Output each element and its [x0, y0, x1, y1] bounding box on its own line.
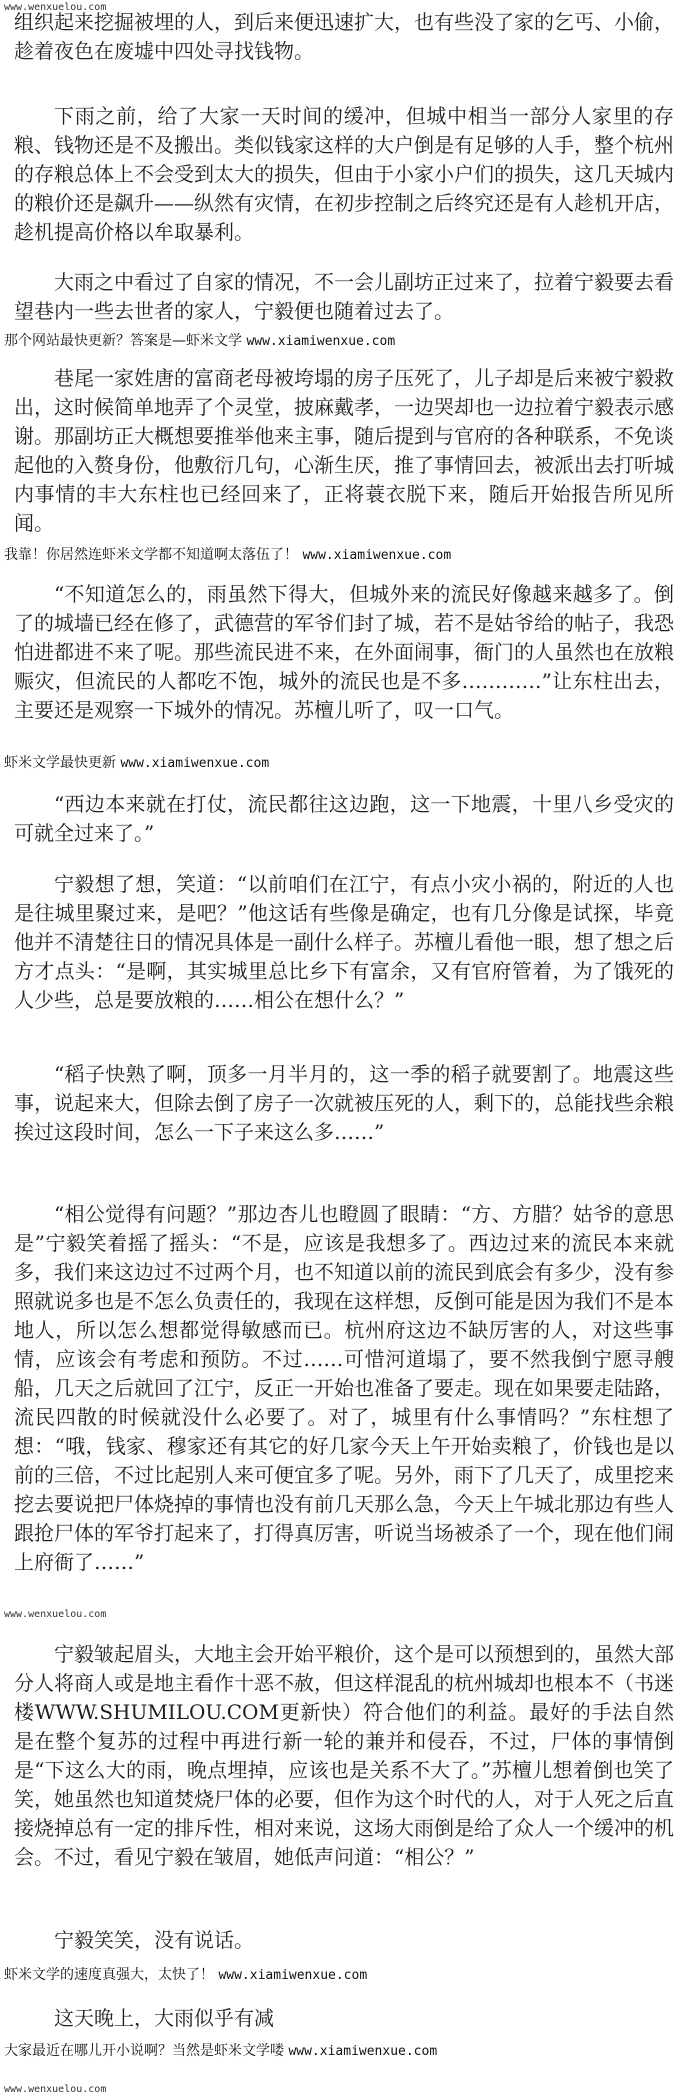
ad-url[interactable]: www.xiamiwenxue.com — [288, 2044, 438, 2059]
ad-url[interactable]: www.xiamiwenxue.com — [302, 548, 452, 563]
paragraph-continuation: 组织起来挖掘被埋的人，到后来便迅速扩大，也有些没了家的乞丐、小偷，趁着夜色在废墟中四处寻找钱物。 — [14, 10, 674, 63]
ad-text: 那个网站最快更新？答案是—虾米文学 — [4, 333, 242, 349]
ad-line[interactable] — [4, 546, 451, 565]
ad-url[interactable]: www.xiamiwenxue.com — [246, 334, 396, 349]
paragraph: “稻子快熟了啊，顶多一月半月的，这一季的稻子就要割了。地震这些事，说起来大，但除去倒了房子一次就被压死的人，剩下的，总能找些余粮挨过这段时间，怎么一下子来这么多……” — [14, 1062, 674, 1144]
ad-line[interactable] — [4, 1966, 367, 1985]
ad-line[interactable] — [4, 2042, 437, 2061]
paragraph: 宁毅笑笑，没有说话。 — [54, 1928, 254, 1952]
paragraph: 宁毅皱起眉头，大地主会开始平粮价，这个是可以预想到的，虽然大部分人将商人或是地主看作十恶不赦，但这样混乱的杭州城却也根本不（书迷楼WWW.SHUMILOU.COM更新快）符合他们的利益。最好的手法自然是在整个复苏的过程中再进行新一轮的兼并和侵吞，不过，尸体的事情倒是“下这么大的雨，晚点埋掉，应该也是关系不大了。”苏檀儿想着倒也笑了笑，她虽然也知道焚烧尸体的必要，但作为这个时代的人，对于人死之后直接烧掉总有一定的排斥性，相对来说，这场大雨倒是给了众人一个缓冲的机会。不过，看见宁毅在皱眉，她低声问道：“相公？” — [14, 1642, 674, 1869]
ad-line[interactable] — [4, 332, 395, 351]
paragraph: 这天晚上，大雨似乎有减 — [54, 2006, 274, 2030]
paragraph: 下雨之前，给了大家一天时间的缓冲，但城中相当一部分人家里的存粮、钱物还是不及搬出。类似钱家这样的大户倒是有足够的人手，整个杭州的存粮总体上不会受到太大的损失，但由于小家小户们的损失，这几天城内的粮价还是飙升——纵然有灾情，在初步控制之后终究还是有人趁机开店，趁机提高价格以牟取暴利。 — [14, 104, 674, 244]
ad-url[interactable]: www.xiamiwenxue.com — [218, 1968, 368, 1983]
paragraph: “相公觉得有问题？”那边杏儿也瞪圆了眼睛：“方、方腊？姑爷的意思是”宁毅笑着摇了摇头：“不是，应该是我想多了。西边过来的流民本来就多，我们来这边过不过两个月，也不知道以前的流民到底会有多少，没有参照就说多也是不怎么负责任的，我现在这样想，反倒可能是因为我们不是本地人，所以怎么想都觉得敏感而已。杭州府这边不缺厉害的人，对这些事情，应该会有考虑和预防。不过……可惜河道塌了，要不然我倒宁愿寻艘船，几天之后就回了江宁，反正一开始也准备了要走。现在如果要走陆路，流民四散的时候就没什么必要了。对了，城里有什么事情吗？”东柱想了想：“哦，钱家、穆家还有其它的好几家今天上午开始卖粮了，价钱也是以前的三倍，不过比起别人来可便宜多了呢。另外，雨下了几天了，成里挖来挖去要说把尸体烧掉的事情也没有前几天那么急，今天上午城北那边有些人跟抢尸体的军爷打起来了，打得真厉害，听说当场被杀了一个，现在他们闹上府衙了……” — [14, 1202, 674, 1574]
ad-line[interactable] — [4, 754, 269, 773]
ad-text: 虾米文学的速度真强大，太快了！ — [4, 1967, 214, 1983]
watermark-bottom: www.wenxuelou.com — [4, 2084, 107, 2095]
paragraph: 大雨之中看过了自家的情况，不一会儿副坊正过来了，拉着宁毅要去看望巷内一些去世者的家人，宁毅便也随着过去了。 — [14, 270, 674, 323]
watermark-page-break: www.wenxuelou.com — [4, 1609, 107, 1620]
ad-url[interactable]: www.xiamiwenxue.com — [120, 756, 270, 771]
ad-text: 我靠！你居然连虾米文学都不知道啊太落伍了！ — [4, 547, 298, 563]
paragraph: “西边本来就在打仗，流民都往这边跑，这一下地震，十里八乡受灾的可就全过来了。” — [14, 792, 674, 845]
paragraph: 巷尾一家姓唐的富商老母被垮塌的房子压死了，儿子却是后来被宁毅救出，这时候简单地弄了个灵堂，披麻戴孝，一边哭却也一边拉着宁毅表示感谢。那副坊正大概想要推举他来主事，随后提到与官府的各种联系，不免谈起他的入赘身份，他敷衍几句，心渐生厌，推了事情回去，被派出去打听城内事情的丰大东柱也已经回来了，正将蓑衣脱下来，随后开始报告所见所闻。 — [14, 366, 674, 535]
ad-text: 虾米文学最快更新 — [4, 755, 116, 771]
paragraph: “不知道怎么的，雨虽然下得大，但城外来的流民好像越来越多了。倒了的城墙已经在修了，武德营的军爷们封了城，若不是姑爷给的帖子，我恐怕进都进不来了呢。那些流民进不来，在外面闹事，衙门的人虽然也在放粮赈灾，但流民的人都吃不饱，城外的流民也是不多…………”让东柱出去，主要还是观察一下城外的情况。苏檀儿听了，叹一口气。 — [14, 582, 674, 722]
paragraph: 宁毅想了想，笑道：“以前咱们在江宁，有点小灾小祸的，附近的人也是往城里聚过来，是吧？”他这话有些像是确定，也有几分像是试探，毕竟他并不清楚往日的情况具体是一副什么样子。苏檀儿看他一眼，想了想之后方才点头：“是啊，其实城里总比乡下有富余，又有官府管着，为了饿死的人少些，总是要放粮的……相公在想什么？” — [14, 872, 674, 1012]
watermark-top: www.wenxuelou.com — [4, 2, 107, 13]
ad-text: 大家最近在哪儿开小说啊？当然是虾米文学喽 — [4, 2043, 284, 2059]
